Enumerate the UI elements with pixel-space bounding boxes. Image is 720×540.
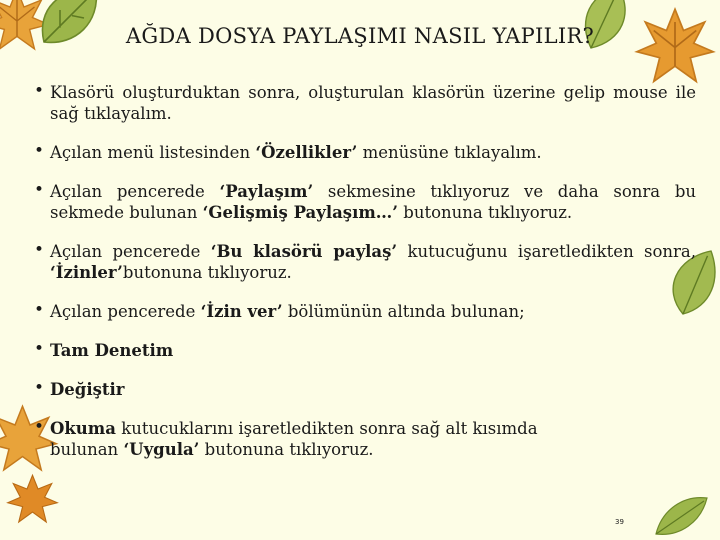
orange-leaf-icon [5,470,60,530]
bullet-text: kutucuğunu işaretledikten sonra, [397,242,696,261]
bullet-text: bölümünün altında bulunan; [282,302,525,321]
bullet-icon: • [34,339,45,359]
bullet-bold-text: ‘İzin ver’ [200,302,283,321]
bullet-item [34,82,696,124]
bullet-item [34,301,696,322]
bullet-list [34,82,696,460]
page-number: 39 [615,518,624,526]
bullet-bold-text: ‘İzinler’ [50,263,123,282]
bullet-bold-text: ‘Paylaşım’ [219,182,314,201]
bullet-icon: • [34,417,45,437]
bullet-text: sekmesine tıklıyoruz ve daha sonra bu sekmede bulunan [50,182,697,222]
bullet-bold-text: ‘Gelişmiş Paylaşım…’ [202,203,399,222]
page-title: AĞDA DOSYA PAYLAŞIMI NASIL YAPILIR? [125,24,595,48]
bullet-text: Açılan pencerede [50,182,220,201]
bullet-icon: • [34,240,45,260]
bullet-bold-text: Okuma [50,419,116,438]
bullet-bold-text: Tam Denetim [50,341,174,360]
bullet-bold-text: ‘Özellikler’ [255,143,358,162]
bullet-item [34,142,696,163]
bullet-icon: • [34,180,45,200]
bullet-text: Açılan pencerede [50,242,211,261]
bullet-bold-text: ‘Uygula’ [123,440,200,459]
bullet-text: butonuna tıklıyoruz. [122,263,292,282]
bullet-text: butonuna tıklıyoruz. [199,440,374,459]
green-leaf-icon [640,480,720,540]
bullet-text: Açılan menü listesinden [50,143,256,162]
bullet-text: Klasörü oluşturduktan sonra, oluşturulan klasörün üzerine gelip mouse ile sağ tıklayalım. [50,83,696,123]
bullet-icon: • [34,141,45,161]
bullet-text: butonuna tıklıyoruz. [398,203,573,222]
bullet-item [34,181,696,223]
bullet-icon: • [34,300,45,320]
bullet-text: Açılan pencerede [50,302,201,321]
bullet-item [34,241,696,283]
bullet-item [34,379,696,400]
bullet-item [34,340,696,361]
bullet-text: menüsüne tıklayalım. [357,143,542,162]
bullet-item [34,418,570,460]
bullet-text: kutucuklarını işaretledikten sonra sağ alt kısımda bulunan [50,419,538,459]
bullet-bold-text: Değiştir [50,380,125,399]
bullet-icon: • [34,81,45,101]
bullet-bold-text: ‘Bu klasörü paylaş’ [210,242,398,261]
bullet-icon: • [34,378,45,398]
